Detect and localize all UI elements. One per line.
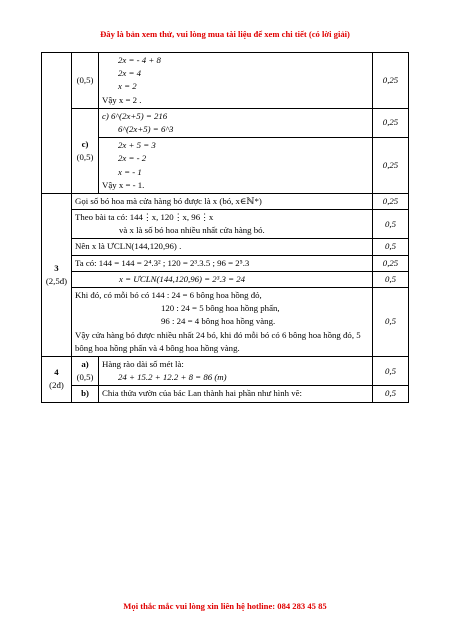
question-number-cell: 4 (2đ) — [42, 356, 72, 402]
hotline-banner: Mọi thắc mắc vui lòng xin liên hệ hotline: 084 283 45 85 — [123, 601, 327, 611]
score-cell: 0,5 — [373, 356, 409, 385]
table-row — [42, 288, 409, 357]
solution-cell: 2x + 5 = 3 2x = - 2 x = - 1 Vậy x = - 1. — [99, 138, 373, 194]
table-row — [42, 53, 409, 109]
score-cell: 0,25 — [373, 53, 409, 109]
preview-banner: Đây là bản xem thử, vui lòng mua tài liệu để xem chi tiết (có lời giải) — [100, 29, 350, 39]
solution-cell: 2x = - 4 + 8 2x = 4 x = 2 Vậy x = 2 . — [99, 53, 373, 109]
solution-cell: Nên x là ƯCLN(144,120,96) . — [72, 239, 373, 255]
table-row — [42, 386, 409, 402]
table-row — [42, 271, 409, 287]
part-points: (0,5) — [72, 53, 99, 109]
score-cell: 0,5 — [373, 210, 409, 239]
solution-cell: x = ƯCLN(144,120,96) = 2³.3 = 24 — [72, 271, 373, 287]
table-row — [42, 239, 409, 255]
table-row — [42, 108, 409, 137]
score-cell: 0,25 — [373, 138, 409, 194]
table-row — [42, 210, 409, 239]
question-cell-empty — [42, 53, 72, 194]
table-row — [42, 255, 409, 271]
score-cell: 0,5 — [373, 288, 409, 357]
solution-cell: Gọi số bó hoa mà cửa hàng bó được là x (bó, x∈ℕ*) — [72, 193, 373, 209]
table-row — [42, 193, 409, 209]
question-number-cell: 3 (2,5đ) — [42, 193, 72, 356]
part-label: b) — [72, 386, 99, 402]
part-label: a) (0,5) — [72, 356, 99, 385]
part-label: c) (0,5) — [72, 108, 99, 193]
solution-cell: Hàng rào dài số mét là: 24 + 15.2 + 12.2 + 8 = 86 (m) — [99, 356, 373, 385]
score-cell: 0,5 — [373, 271, 409, 287]
solution-cell: Chia thửa vườn của bác Lan thành hai phần như hình vẽ: — [99, 386, 373, 402]
score-cell: 0,25 — [373, 255, 409, 271]
solution-cell: Ta có: 144 = 144 = 2⁴.3² ; 120 = 2³.3.5 ; 96 = 2⁵.3 — [72, 255, 373, 271]
score-cell: 0,25 — [373, 108, 409, 137]
score-cell: 0,5 — [373, 386, 409, 402]
score-cell: 0,5 — [373, 239, 409, 255]
solution-cell: Theo bài ta có: 144⋮x, 120⋮x, 96⋮x và x là số bó hoa nhiều nhất cửa hàng bó. — [72, 210, 373, 239]
solution-cell: Khi đó, có mỗi bó có 144 : 24 = 6 bông hoa hồng đỏ, 120 : 24 = 5 bông hoa hồng phấn, 96 : 24 = 4 bông hoa hồng vàng. Vậy cửa hàng bó được nhiều nhất 24 bó, khi đó mỗi bó có 6 bông hoa hồng đỏ, 5 bông hoa hồng phấn và 4 bông hoa hồng vàng. — [72, 288, 373, 357]
table-row — [42, 356, 409, 385]
score-cell: 0,25 — [373, 193, 409, 209]
solution-cell: c) 6^(2x+5) = 216 6^(2x+5) = 6^3 — [99, 108, 373, 137]
answer-table — [41, 52, 409, 403]
